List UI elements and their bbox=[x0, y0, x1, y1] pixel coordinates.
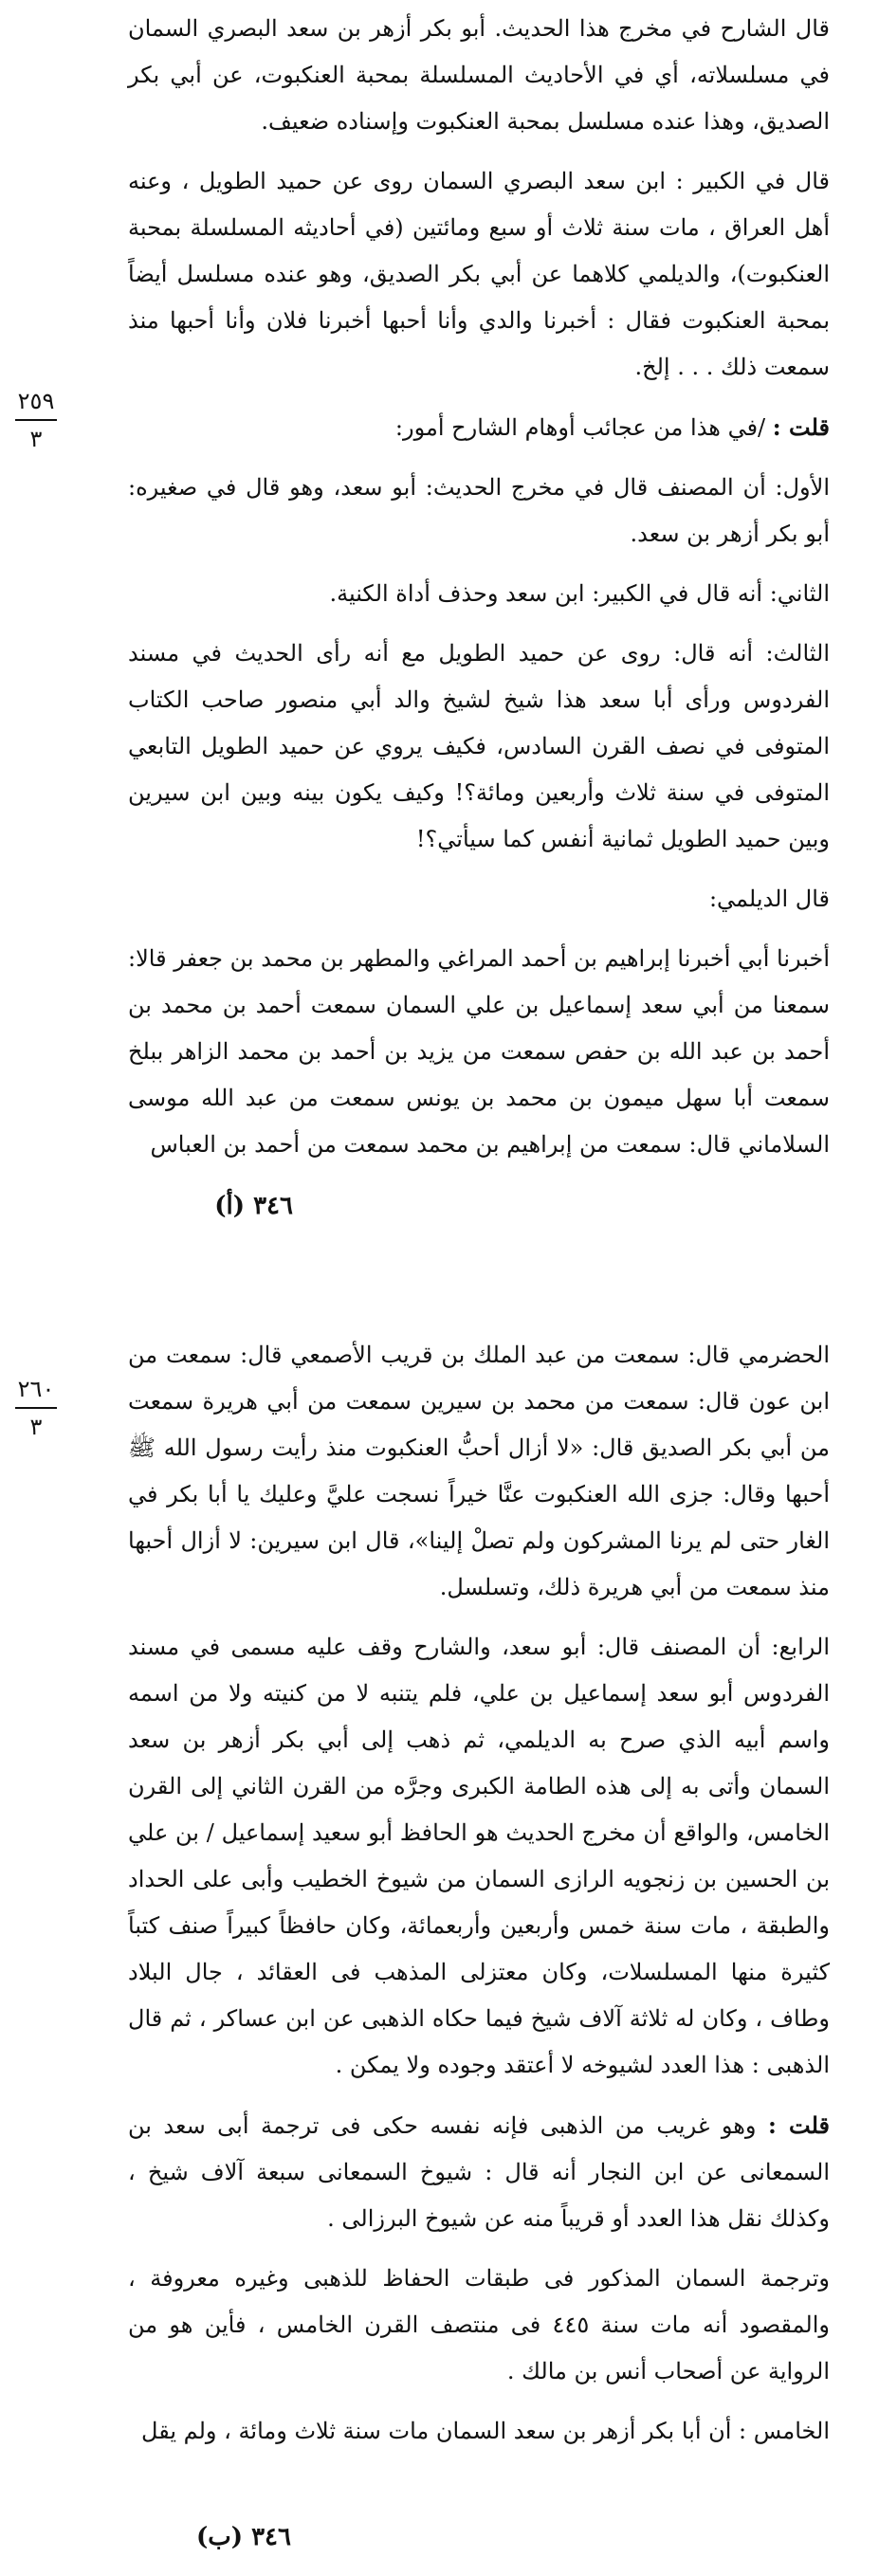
page-signature: ٣٤٦ (ب) bbox=[195, 2523, 291, 2551]
paragraph bbox=[128, 465, 830, 557]
folio-volume: ٣ bbox=[29, 426, 43, 452]
paragraph bbox=[128, 936, 830, 1168]
paragraph-text: وهو غريب من الذهبى فإنه نفسه حكى فى ترجمة أبى سعد بن السمعانى عن ابن النجار أنه قال : شيوخ السمعانى سبعة آلاف شيخ ، وكذلك نقل هذا العدد أو قريباً منه عن شيوخ البرزالى . bbox=[128, 2112, 830, 2232]
paragraph-text: الخامس : أن أبا بكر أزهر بن سعد السمان مات سنة ثلاث ومائة ، ولم يقل bbox=[141, 2418, 830, 2444]
paragraph-text: قال الشارح في مخرج هذا الحديث. أبو بكر أزهر بن سعد البصري السمان في مسلسلاته، أي في الأحاديث المسلسلة بمحبة العنكبوت، عن أبي بكر الصديق، وهذا عنده مسلسل بمحبة العنكبوت وإسناده ضعيف. bbox=[128, 15, 830, 135]
paragraph-text: الثاني: أنه قال في الكبير: ابن سعد وحذف أداة الكنية. bbox=[329, 580, 830, 607]
paragraph bbox=[128, 2256, 830, 2395]
paragraph bbox=[128, 158, 830, 391]
paragraph bbox=[128, 571, 830, 617]
paragraph bbox=[128, 630, 830, 863]
paragraph-text: الحضرمي قال: سمعت من عبد الملك بن قريب الأصمعي قال: سمعت من ابن عون قال: سمعت من محمد بن سيرين سمعت من أبي هريرة سمعت من أبي بكر الصديق قال: «لا أزال أحبُّ العنكبوت منذ رأيت رسول الله ﷺ أحبها وقال: جزى الله العنكبوت عنَّا خيراً نسجت عليَّ وعليك يا أبا بكر في الغار حتى لم يرنا المشركون ولم تصلْ إلينا»، قال ابن سيرين: لا أزال أحبها منذ سمعت من أبي هريرة ذلك، وتسلسل. bbox=[128, 1342, 830, 1600]
paragraph-lead: قلت : bbox=[772, 413, 830, 441]
page-signature: ٣٤٦ (أ) bbox=[214, 1192, 293, 1220]
paragraph-text: الثالث: أنه قال: روى عن حميد الطويل مع أنه رأى الحديث في مسند الفردوس ورأى أبا سعد هذا شيخ لشيخ والد أبي منصور صاحب الكتاب المتوفى في نصف القرن السادس، فكيف يروي عن حميد الطويل التابعي المتوفى في سنة ثلاث وأربعين ومائة؟! وكيف يكون بينه وبين ابن سيرين وبين حميد الطويل ثمانية أنفس كما سيأتي؟! bbox=[128, 640, 831, 852]
paragraph-text: أخبرنا أبي أخبرنا إبراهيم بن أحمد المراغي والمطهر بن محمد بن جعفر قالا: سمعنا من أبي سعد إسماعيل بن علي السمان سمعت أحمد بن محمد بن أحمد بن عبد الله بن حفص سمعت من يزيد بن أحمد بن محمد الزاهر ببلخ سمعت أبا سهل ميمون بن محمد بن يونس سمعت من عبد الله موسى السلاماني قال: سمعت من إبراهيم بن محمد سمعت من أحمد بن العباس bbox=[128, 945, 830, 1158]
folio-volume: ٣ bbox=[29, 1414, 43, 1440]
manuscript-folio-marker bbox=[13, 1375, 59, 1441]
paragraph-lead: قلت : bbox=[767, 2111, 830, 2139]
paragraph-text: /في هذا من عجائب أوهام الشارح أمور: bbox=[394, 414, 766, 441]
paragraph bbox=[128, 876, 830, 923]
paragraph-text: وترجمة السمان المذكور فى طبقات الحفاظ للذهبى وغيره معروفة ، والمقصود أنه مات سنة ٤٤٥ فى منتصف القرن الخامس ، فأين هو من الرواية عن أصحاب أنس بن مالك . bbox=[128, 2265, 830, 2384]
paragraph bbox=[128, 6, 830, 145]
paragraph-text: قال الديلمي: bbox=[708, 886, 830, 912]
paragraph-text: الرابع: أن المصنف قال: أبو سعد، والشارح وقف عليه مسمى في مسند الفردوس أبو سعد إسماعيل بن علي، فلم يتنبه لا من كنيته ولا من اسمه واسم أبيه الذي صرح به الديلمي، ثم ذهب إلى أبي بكر أزهر بن سعد السمان وأتى به إلى هذه الطامة الكبرى وجرَّه من القرن الثاني إلى القرن الخامس، والواقع أن مخرج الحديث هو الحافظ أبو سعيد إسماعيل / بن علي بن الحسين بن زنجويه الرازى السمان من شيوخ الخطيب وأبى على الحداد والطبقة ، مات سنة خمس وأربعين وأربعمائة، وكان حافظاً كبيراً صنف كتباً كثيرة منها المسلسلات، وكان معتزلى المذهب فى العقائد ، جال البلاد وطاف ، وكان له ثلاثة آلاف شيخ فيما حكاه الذهبى عن ابن عساكر ، ثم قال الذهبى : هذا العدد لشيوخه لا أعتقد وجوده ولا يمكن . bbox=[128, 1634, 831, 2078]
paragraph bbox=[128, 1624, 830, 2089]
paragraph bbox=[128, 404, 830, 451]
paragraph bbox=[128, 2102, 830, 2242]
lower-text-column bbox=[128, 1332, 830, 2468]
lower-page bbox=[0, 1233, 879, 2576]
paragraph-text: الأول: أن المصنف قال في مخرج الحديث: أبو سعد، وهو قال في صغيره: أبو بكر أزهر بن سعد. bbox=[128, 474, 830, 547]
manuscript-folio-marker bbox=[13, 387, 59, 453]
paragraph bbox=[128, 1332, 830, 1611]
paragraph-text: قال في الكبير : ابن سعد البصري السمان روى عن حميد الطويل ، وعنه أهل العراق ، مات سنة ثلاث أو سبع ومائتين (في أحاديثه المسلسلة بمحبة العنكبوت)، والديلمي كلاهما عن أبي بكر الصديق، وهو عنده مسلسل أيضاً بمحبة العنكبوت فقال : أخبرنا والدي وأنا أحبها أخبرنا فلان وأنا أحبها منذ سمعت ذلك . . . إلخ. bbox=[128, 168, 830, 380]
folio-number: ٢٥٩ bbox=[17, 388, 55, 414]
upper-page bbox=[0, 0, 879, 1233]
folio-number: ٢٦٠ bbox=[17, 1376, 55, 1402]
upper-text-column bbox=[128, 6, 830, 1181]
paragraph bbox=[128, 2408, 830, 2455]
